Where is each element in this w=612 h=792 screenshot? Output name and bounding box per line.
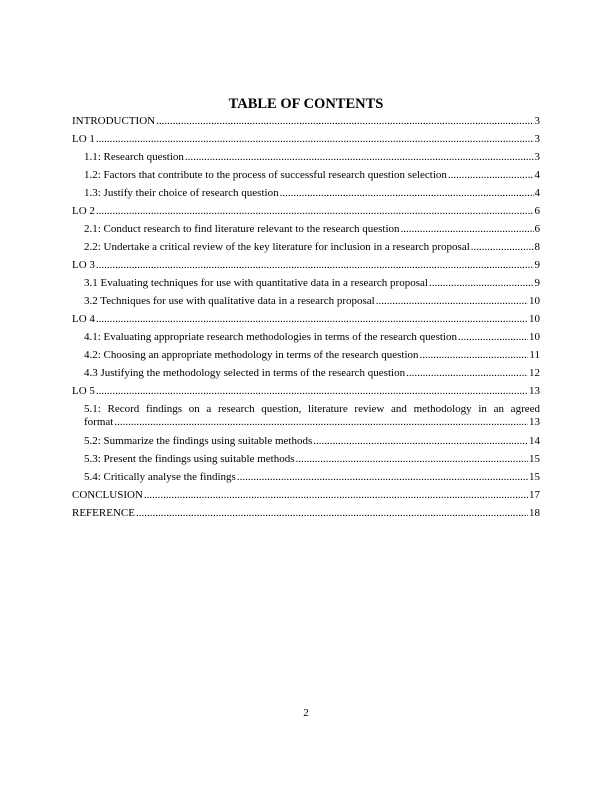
toc-entry-page: 6	[534, 205, 540, 217]
toc-entry-label: 4.3 Justifying the methodology selected in terms of the research question	[84, 367, 406, 379]
table-of-contents	[72, 112, 540, 522]
toc-entry-lo2[interactable]	[72, 202, 540, 220]
dot-leader	[96, 202, 534, 220]
toc-entry-page: 18	[529, 507, 540, 519]
toc-entry-label: 3.1 Evaluating techniques for use with quantitative data in a research proposal	[84, 277, 428, 289]
toc-entry-1-2[interactable]	[72, 166, 540, 184]
toc-entry-label: 5.2: Summarize the findings using suitable methods	[84, 435, 313, 447]
toc-entry-3-1[interactable]	[72, 274, 540, 292]
dot-leader	[96, 130, 534, 148]
toc-entry-page: 12	[529, 367, 540, 379]
toc-entry-page: 10	[529, 295, 540, 307]
toc-entry-page: 15	[529, 453, 540, 465]
toc-entry-page: 3	[534, 115, 540, 127]
toc-entry-lo5[interactable]	[72, 382, 540, 400]
toc-entry-lo3[interactable]	[72, 256, 540, 274]
dot-leader	[448, 166, 534, 184]
toc-entry-4-3[interactable]	[72, 364, 540, 382]
dot-leader	[296, 450, 528, 468]
toc-entry-page: 3	[534, 151, 540, 163]
toc-entry-label: LO 3	[72, 259, 95, 271]
toc-entry-page: 3	[534, 133, 540, 145]
dot-leader	[458, 328, 528, 346]
dot-leader	[96, 256, 534, 274]
dot-leader	[156, 112, 533, 130]
toc-entry-page: 17	[529, 489, 540, 501]
toc-entry-label: 3.2 Techniques for use with qualitative data in a research proposal	[84, 295, 375, 307]
dot-leader	[114, 416, 528, 429]
dot-leader	[136, 504, 528, 522]
toc-entry-page: 13	[529, 416, 540, 428]
toc-entry-3-2[interactable]	[72, 292, 540, 310]
toc-entry-reference[interactable]	[72, 504, 540, 522]
dot-leader	[429, 274, 534, 292]
toc-entry-label: 5.3: Present the findings using suitable methods	[84, 453, 295, 465]
toc-entry-label: 1.1: Research question	[84, 151, 184, 163]
toc-entry-lo4[interactable]	[72, 310, 540, 328]
toc-entry-page: 8	[534, 241, 540, 253]
toc-entry-label: 4.2: Choosing an appropriate methodology in terms of the research question	[84, 349, 419, 361]
dot-leader	[471, 238, 534, 256]
toc-entry-label-line2: format	[84, 416, 114, 428]
toc-entry-label: LO 5	[72, 385, 95, 397]
toc-entry-4-2[interactable]	[72, 346, 540, 364]
toc-entry-5-4[interactable]	[72, 468, 540, 486]
toc-entry-label: 5.4: Critically analyse the findings	[84, 471, 236, 483]
dot-leader	[96, 382, 528, 400]
dot-leader	[401, 220, 534, 238]
toc-entry-page: 10	[529, 313, 540, 325]
dot-leader	[406, 364, 528, 382]
dot-leader	[280, 184, 534, 202]
toc-entry-5-3[interactable]	[72, 450, 540, 468]
toc-entry-label: REFERENCE	[72, 507, 135, 519]
toc-entry-lo1[interactable]	[72, 130, 540, 148]
toc-entry-page: 10	[529, 331, 540, 343]
dot-leader	[376, 292, 528, 310]
toc-entry-conclusion[interactable]	[72, 486, 540, 504]
toc-entry-label: 4.1: Evaluating appropriate research methodologies in terms of the research question	[84, 331, 457, 343]
toc-entry-label: 2.1: Conduct research to find literature relevant to the research question	[84, 223, 400, 235]
toc-entry-label: INTRODUCTION	[72, 115, 156, 127]
toc-entry-4-1[interactable]	[72, 328, 540, 346]
toc-entry-label: 1.3: Justify their choice of research question	[84, 187, 279, 199]
toc-entry-page: 6	[534, 223, 540, 235]
page-number: 2	[303, 707, 309, 719]
toc-entry-5-2[interactable]	[72, 432, 540, 450]
toc-entry-label: 1.2: Factors that contribute to the process of successful research question selection	[84, 169, 447, 181]
toc-entry-label: LO 4	[72, 313, 95, 325]
toc-entry-label: CONCLUSION	[72, 489, 143, 501]
dot-leader	[144, 486, 528, 504]
toc-entry-introduction[interactable]	[72, 112, 540, 130]
toc-entry-page: 13	[529, 385, 540, 397]
toc-entry-page: 9	[534, 277, 540, 289]
toc-title: TABLE OF CONTENTS	[228, 96, 384, 112]
dot-leader	[313, 432, 528, 450]
toc-entry-1-1[interactable]	[72, 148, 540, 166]
toc-entry-line2	[84, 416, 540, 429]
toc-entry-page: 14	[529, 435, 540, 447]
toc-entry-label: LO 1	[72, 133, 95, 145]
toc-entry-5-1[interactable]	[72, 400, 540, 432]
toc-entry-1-3[interactable]	[72, 184, 540, 202]
toc-entry-label: 2.2: Undertake a critical review of the key literature for inclusion in a research proposal	[84, 241, 470, 253]
toc-entry-2-1[interactable]	[72, 220, 540, 238]
dot-leader	[237, 468, 528, 486]
toc-entry-page: 11	[529, 349, 540, 361]
toc-entry-page: 15	[529, 471, 540, 483]
dot-leader	[420, 346, 529, 364]
toc-entry-label: LO 2	[72, 205, 95, 217]
toc-entry-label-line1: 5.1: Record findings on a research question, literature review and methodology in an agreed	[84, 403, 540, 415]
toc-entry-page: 4	[534, 187, 540, 199]
toc-entry-page: 9	[534, 259, 540, 271]
dot-leader	[185, 148, 534, 166]
toc-entry-page: 4	[534, 169, 540, 181]
dot-leader	[96, 310, 528, 328]
toc-entry-2-2[interactable]	[72, 238, 540, 256]
